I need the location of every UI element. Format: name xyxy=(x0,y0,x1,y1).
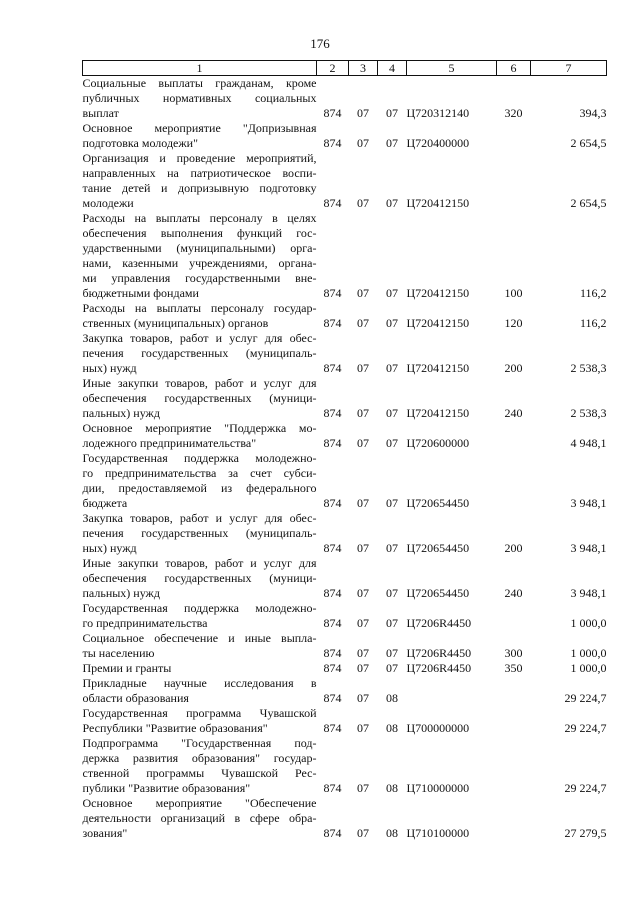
description-line: Премии и гранты xyxy=(82,661,172,675)
subsection-code: 08 xyxy=(386,691,398,705)
target-article-code: Ц720412150 xyxy=(406,316,470,330)
section-code: 07 xyxy=(357,661,369,675)
table-row xyxy=(83,121,607,151)
description-line: ми управления государственными вне- xyxy=(82,271,317,285)
subsection-code: 07 xyxy=(386,496,398,510)
expense-type-code xyxy=(497,121,531,151)
expense-type-code xyxy=(497,676,531,706)
row-description xyxy=(83,76,317,122)
expense-type-code xyxy=(497,736,531,796)
target-article-code: Ц7206R4450 xyxy=(406,616,472,630)
row-description xyxy=(83,331,317,376)
description-line: обеспечения государственных (муници- xyxy=(82,571,317,585)
table-row xyxy=(83,511,607,556)
target-article-code: Ц7206R4450 xyxy=(406,646,472,660)
section-code: 07 xyxy=(357,136,369,150)
subsection-code: 07 xyxy=(386,106,398,120)
description-line: дии, предоставляемой из федерального xyxy=(82,481,317,495)
description-line: Закупка товаров, работ и услуг для обес- xyxy=(82,331,317,345)
description-line: молодежи xyxy=(82,196,134,210)
subsection-code: 07 xyxy=(386,646,398,660)
row-description xyxy=(83,376,317,421)
section-code: 07 xyxy=(357,646,369,660)
table-row xyxy=(83,331,607,376)
description-line: Социальное обеспечение и иные выпла- xyxy=(82,631,317,645)
description-line: го предпринимательства xyxy=(82,616,208,630)
amount: 1 000,0 xyxy=(570,646,607,660)
target-article-code: Ц720312140 xyxy=(406,106,470,120)
table-row xyxy=(83,76,607,122)
amount: 1 000,0 xyxy=(570,661,607,675)
expense-type-code: 120 xyxy=(504,316,523,330)
section-code: 07 xyxy=(357,826,369,840)
target-article-code: Ц720412150 xyxy=(406,196,470,210)
row-description xyxy=(83,301,317,331)
description-line: Расходы на выплаты персоналу в целях xyxy=(82,211,317,225)
amount: 27 279,5 xyxy=(564,826,607,840)
description-line: го предпринимательства за счет субси- xyxy=(82,466,317,480)
table-row xyxy=(83,451,607,511)
description-line: области образования xyxy=(82,691,189,705)
table-row xyxy=(83,661,607,676)
description-line: Основное мероприятие "Поддержка мо- xyxy=(82,421,317,435)
row-description xyxy=(83,151,317,211)
row-description xyxy=(83,511,317,556)
table-row xyxy=(83,376,607,421)
row-description xyxy=(83,211,317,301)
amount: 1 000,0 xyxy=(570,616,607,630)
expense-type-code: 100 xyxy=(504,286,523,300)
row-description xyxy=(83,121,317,151)
row-description xyxy=(83,421,317,451)
row-description xyxy=(83,556,317,601)
description-line: зования" xyxy=(82,826,128,840)
table-row xyxy=(83,421,607,451)
section-code: 07 xyxy=(357,286,369,300)
description-line: Социальные выплаты гражданам, кроме xyxy=(82,76,317,90)
description-line: ных) нужд xyxy=(82,541,137,555)
ministry-code: 874 xyxy=(323,721,342,735)
target-article-code: Ц710100000 xyxy=(406,826,470,840)
ministry-code: 874 xyxy=(323,196,342,210)
description-line: бюджетными фондами xyxy=(82,286,199,300)
description-line: Организация и проведение мероприятий, xyxy=(82,151,317,165)
expense-type-code: 200 xyxy=(504,541,523,555)
subsection-code: 08 xyxy=(386,826,398,840)
description-line: обеспечения выполнения функций гос- xyxy=(82,226,317,240)
amount: 116,2 xyxy=(579,286,607,300)
target-article-code: Ц7206R4450 xyxy=(406,661,472,675)
description-line: выплат xyxy=(82,106,119,120)
target-article-code: Ц720654450 xyxy=(406,496,470,510)
amount: 4 948,1 xyxy=(570,436,607,450)
amount: 116,2 xyxy=(579,316,607,330)
description-line: Государственная поддержка молодежно- xyxy=(82,451,317,465)
table-row xyxy=(83,601,607,631)
target-article-code: Ц720412150 xyxy=(406,286,470,300)
description-line: Государственная поддержка молодежно- xyxy=(82,601,317,615)
expense-type-code: 240 xyxy=(504,586,523,600)
expense-type-code: 200 xyxy=(504,361,523,375)
subsection-code: 07 xyxy=(386,286,398,300)
target-article-code: Ц720400000 xyxy=(406,136,470,150)
section-code: 07 xyxy=(357,436,369,450)
subsection-code: 07 xyxy=(386,196,398,210)
description-line: пальных) нужд xyxy=(82,406,160,420)
section-code: 07 xyxy=(357,406,369,420)
description-line: лодежного предпринимательства" xyxy=(82,436,257,450)
description-line: нами, казенными учреждениями, органа- xyxy=(82,256,317,270)
section-code: 07 xyxy=(357,721,369,735)
target-article-code: Ц720654450 xyxy=(406,541,470,555)
section-code: 07 xyxy=(357,616,369,630)
section-code: 07 xyxy=(357,106,369,120)
amount: 2 654,5 xyxy=(570,136,607,150)
ministry-code: 874 xyxy=(323,781,342,795)
table-row xyxy=(83,151,607,211)
target-article-code: Ц720654450 xyxy=(406,586,470,600)
description-line: Расходы на выплаты персоналу государ- xyxy=(82,301,317,315)
ministry-code: 874 xyxy=(323,286,342,300)
description-line: Основное мероприятие "Допризывная xyxy=(82,121,317,135)
description-line: публичных нормативных социальных xyxy=(82,91,317,105)
expense-type-code xyxy=(497,601,531,631)
row-description xyxy=(83,706,317,736)
ministry-code: 874 xyxy=(323,616,342,630)
description-line: направленных на патриотическое воспи- xyxy=(82,166,317,180)
ministry-code: 874 xyxy=(323,496,342,510)
row-description xyxy=(83,796,317,841)
description-line: бюджета xyxy=(82,496,128,510)
subsection-code: 07 xyxy=(386,586,398,600)
ministry-code: 874 xyxy=(323,136,342,150)
target-article-code: Ц720412150 xyxy=(406,406,470,420)
target-article-code: Ц720412150 xyxy=(406,361,470,375)
amount: 3 948,1 xyxy=(570,586,607,600)
ministry-code: 874 xyxy=(323,586,342,600)
description-line: тание детей и допризывную подготовку xyxy=(82,181,317,195)
expense-type-code: 300 xyxy=(504,646,523,660)
amount: 3 948,1 xyxy=(570,541,607,555)
description-line: Иные закупки товаров, работ и услуг для xyxy=(82,376,317,390)
table-row xyxy=(83,676,607,706)
ministry-code: 874 xyxy=(323,691,342,705)
description-line: печения государственных (муниципаль- xyxy=(82,526,317,540)
table-row xyxy=(83,706,607,736)
amount: 3 948,1 xyxy=(570,496,607,510)
ministry-code: 874 xyxy=(323,316,342,330)
ministry-code: 874 xyxy=(323,361,342,375)
subsection-code: 07 xyxy=(386,661,398,675)
expense-type-code: 350 xyxy=(504,661,523,675)
section-code: 07 xyxy=(357,691,369,705)
section-code: 07 xyxy=(357,316,369,330)
table-row xyxy=(83,211,607,301)
table-row xyxy=(83,796,607,841)
description-line: Республики "Развитие образования" xyxy=(82,721,268,735)
target-article-code: Ц710000000 xyxy=(406,781,470,795)
row-description xyxy=(83,631,317,661)
description-line: подготовка молодежи" xyxy=(82,136,198,150)
expense-type-code: 320 xyxy=(504,106,523,120)
expense-type-code: 240 xyxy=(504,406,523,420)
subsection-code: 07 xyxy=(386,316,398,330)
description-line: Подпрограмма "Государственная под- xyxy=(82,736,317,750)
description-line: Закупка товаров, работ и услуг для обес- xyxy=(82,511,317,525)
description-line: печения государственных (муниципаль- xyxy=(82,346,317,360)
table-row xyxy=(83,736,607,796)
amount: 29 224,7 xyxy=(564,721,607,735)
row-description xyxy=(83,451,317,511)
description-line: ных) нужд xyxy=(82,361,137,375)
description-line: ственной программы Чувашской Рес- xyxy=(82,766,317,780)
ministry-code: 874 xyxy=(323,541,342,555)
expense-type-code xyxy=(497,421,531,451)
page-number: 176 xyxy=(310,36,330,51)
ministry-code: 874 xyxy=(323,661,342,675)
column-header: 2 xyxy=(317,61,349,76)
section-code: 07 xyxy=(357,781,369,795)
ministry-code: 874 xyxy=(323,436,342,450)
subsection-code: 07 xyxy=(386,361,398,375)
column-header: 6 xyxy=(497,61,531,76)
row-description xyxy=(83,661,317,676)
amount: 2 538,3 xyxy=(570,406,607,420)
table-body xyxy=(83,76,607,842)
amount: 29 224,7 xyxy=(564,691,607,705)
table-row xyxy=(83,556,607,601)
budget-table xyxy=(82,60,607,841)
row-description xyxy=(83,601,317,631)
description-line: ты населению xyxy=(82,646,155,660)
table-header-row xyxy=(83,61,607,76)
expense-type-code xyxy=(497,796,531,841)
column-header: 5 xyxy=(407,61,497,76)
column-header: 3 xyxy=(349,61,378,76)
description-line: Основное мероприятие "Обеспечение xyxy=(82,796,317,810)
expense-type-code xyxy=(497,706,531,736)
description-line: ственных (муниципальных) органов xyxy=(82,316,269,330)
column-header: 1 xyxy=(83,61,317,76)
subsection-code: 07 xyxy=(386,616,398,630)
column-header: 7 xyxy=(531,61,607,76)
section-code: 07 xyxy=(357,496,369,510)
description-line: пальных) нужд xyxy=(82,586,160,600)
expense-type-code xyxy=(497,451,531,511)
description-line: обеспечения государственных (муници- xyxy=(82,391,317,405)
amount: 2 654,5 xyxy=(570,196,607,210)
amount: 2 538,3 xyxy=(570,361,607,375)
target-article-code xyxy=(407,676,497,706)
table-row xyxy=(83,631,607,661)
row-description xyxy=(83,676,317,706)
expense-type-code xyxy=(497,151,531,211)
row-description xyxy=(83,736,317,796)
target-article-code: Ц700000000 xyxy=(406,721,470,735)
subsection-code: 07 xyxy=(386,436,398,450)
amount: 29 224,7 xyxy=(564,781,607,795)
description-line: ударственными (муниципальными) орга- xyxy=(82,241,317,255)
ministry-code: 874 xyxy=(323,106,342,120)
column-header: 4 xyxy=(378,61,407,76)
description-line: Иные закупки товаров, работ и услуг для xyxy=(82,556,317,570)
subsection-code: 07 xyxy=(386,136,398,150)
description-line: Государственная программа Чувашской xyxy=(82,706,317,720)
section-code: 07 xyxy=(357,586,369,600)
subsection-code: 07 xyxy=(386,406,398,420)
subsection-code: 07 xyxy=(386,541,398,555)
ministry-code: 874 xyxy=(323,406,342,420)
section-code: 07 xyxy=(357,196,369,210)
description-line: деятельности организаций в сфере обра- xyxy=(82,811,317,825)
amount: 394,3 xyxy=(579,106,607,120)
description-line: Прикладные научные исследования в xyxy=(82,676,317,690)
ministry-code: 874 xyxy=(323,646,342,660)
section-code: 07 xyxy=(357,361,369,375)
subsection-code: 08 xyxy=(386,781,398,795)
section-code: 07 xyxy=(357,541,369,555)
table-row xyxy=(83,301,607,331)
description-line: держка развития образования" государ- xyxy=(82,751,317,765)
description-line: публики "Развитие образования" xyxy=(82,781,251,795)
subsection-code: 08 xyxy=(386,721,398,735)
target-article-code: Ц720600000 xyxy=(406,436,470,450)
ministry-code: 874 xyxy=(323,826,342,840)
